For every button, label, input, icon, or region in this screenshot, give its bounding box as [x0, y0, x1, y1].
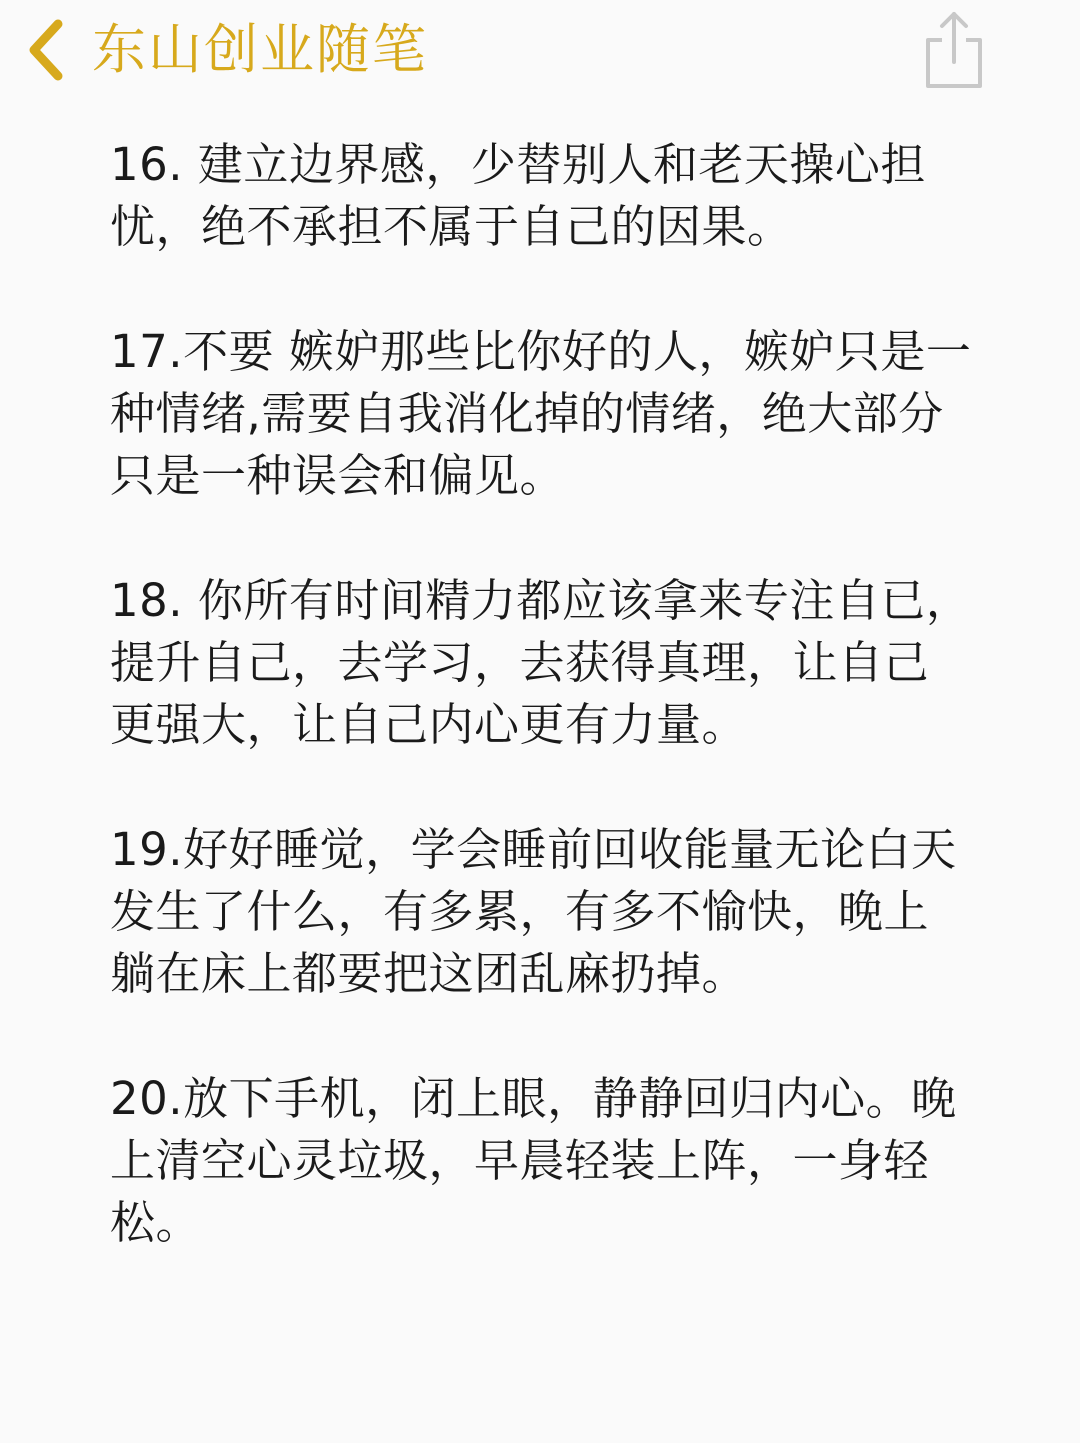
share-button[interactable]	[918, 8, 990, 92]
text-line: 躺在床上都要把这团乱麻扔掉。	[110, 947, 748, 1000]
text-line: 上清空心灵垃圾，早晨轻装上阵，一身轻	[110, 1134, 930, 1187]
text-line: 17.不要 嫉妒那些比你好的人，嫉妒只是一	[110, 325, 972, 378]
back-button[interactable]	[24, 14, 428, 86]
text-line: 只是一种误会和偏见。	[110, 449, 566, 502]
share-icon	[918, 77, 990, 96]
text-line: 松。	[110, 1196, 202, 1249]
text-line: 19.好好睡觉，学会睡前回收能量无论白天	[110, 823, 957, 876]
text-line: 20.放下手机，闭上眼，静静回归内心。晚	[110, 1072, 957, 1125]
text-line: 更强大，让自己内心更有力量。	[110, 698, 748, 751]
text-line: 16. 建立边界感，少替别人和老天操心担	[110, 138, 926, 191]
text-line: 忧，绝不承担不属于自己的因果。	[110, 200, 793, 253]
list-item	[110, 321, 990, 507]
note-body	[110, 134, 990, 1254]
list-item	[110, 134, 990, 258]
navigation-bar	[0, 0, 1080, 100]
chevron-left-icon	[24, 16, 68, 84]
page-title: 东山创业随笔	[92, 18, 428, 81]
text-line: 提升自己，去学习，去获得真理，让自己	[110, 636, 930, 689]
text-line: 发生了什么，有多累，有多不愉快，晚上	[110, 885, 930, 938]
text-line: 种情绪,需要自我消化掉的情绪，绝大部分	[110, 387, 944, 440]
text-line: 18. 你所有时间精力都应该拿来专注自已，	[110, 574, 972, 627]
list-item	[110, 819, 990, 1005]
list-item	[110, 570, 990, 756]
list-item	[110, 1068, 990, 1254]
